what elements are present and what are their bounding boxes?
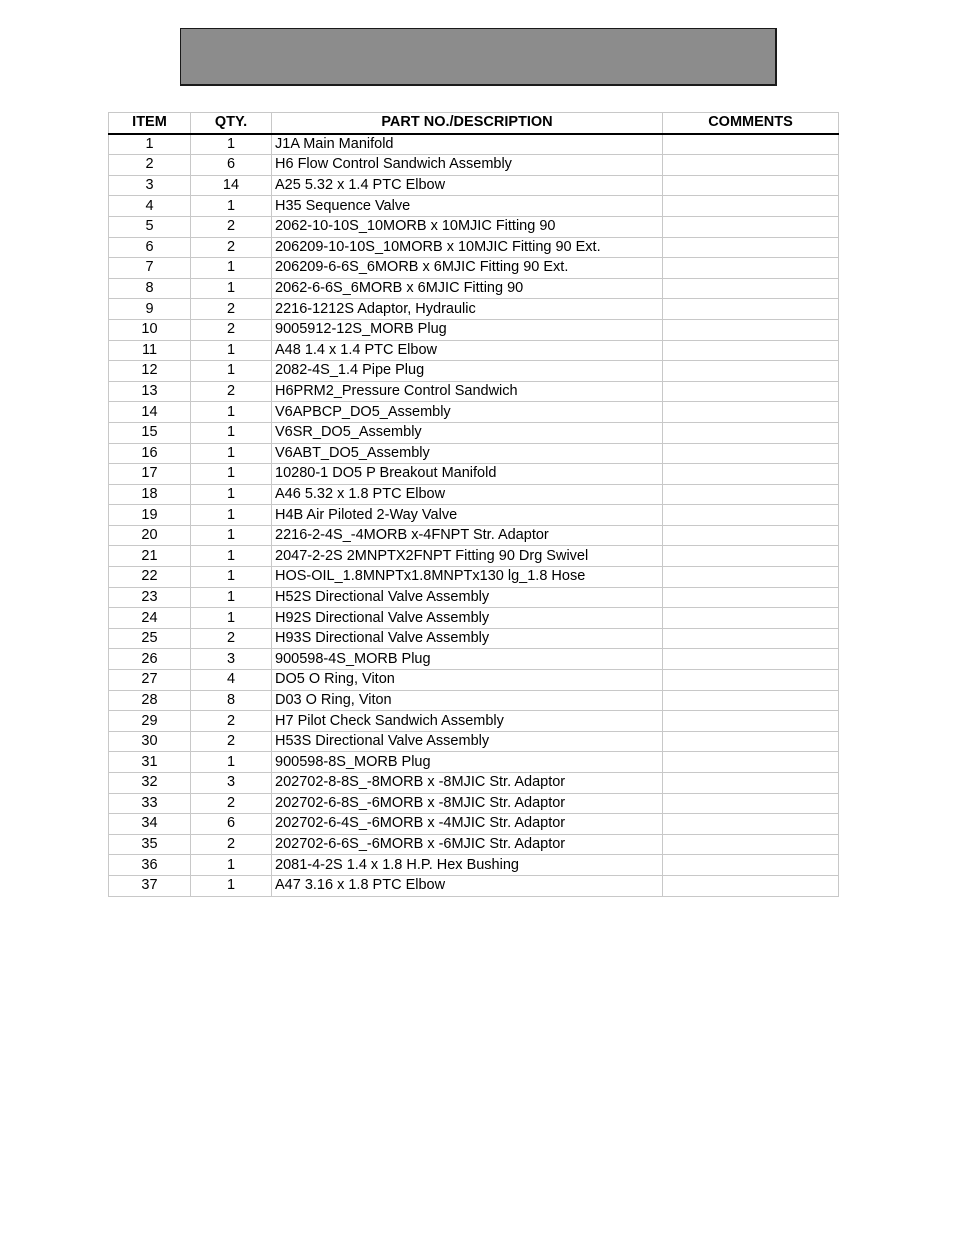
table-row [109,155,839,176]
cell-description: J1A Main Manifold [272,134,663,155]
cell-comments [663,793,839,814]
cell-description: 202702-6-6S_-6MORB x -6MJIC Str. Adaptor [272,834,663,855]
cell-qty: 1 [191,587,272,608]
table-row [109,752,839,773]
cell-qty: 1 [191,361,272,382]
cell-qty: 1 [191,484,272,505]
cell-comments [663,525,839,546]
cell-qty: 1 [191,443,272,464]
cell-item: 30 [109,731,191,752]
cell-comments [663,443,839,464]
cell-qty: 1 [191,855,272,876]
cell-qty: 1 [191,608,272,629]
table-row [109,340,839,361]
table-row [109,361,839,382]
cell-qty: 1 [191,402,272,423]
cell-comments [663,175,839,196]
cell-qty: 1 [191,567,272,588]
cell-qty: 2 [191,319,272,340]
cell-item: 13 [109,381,191,402]
cell-description: H6PRM2_Pressure Control Sandwich [272,381,663,402]
table-row [109,875,839,896]
cell-qty: 1 [191,546,272,567]
cell-description: 2082-4S_1.4 Pipe Plug [272,361,663,382]
cell-qty: 3 [191,773,272,794]
cell-comments [663,196,839,217]
cell-item: 31 [109,752,191,773]
cell-description: 206209-10-10S_10MORB x 10MJIC Fitting 90 Ext. [272,237,663,258]
cell-comments [663,875,839,896]
table-row [109,237,839,258]
cell-item: 9 [109,299,191,320]
cell-description: A25 5.32 x 1.4 PTC Elbow [272,175,663,196]
cell-description: 900598-4S_MORB Plug [272,649,663,670]
cell-qty: 1 [191,340,272,361]
cell-description: HOS-OIL_1.8MNPTx1.8MNPTx130 lg_1.8 Hose [272,567,663,588]
cell-comments [663,422,839,443]
cell-item: 8 [109,278,191,299]
cell-description: H92S Directional Valve Assembly [272,608,663,629]
cell-item: 16 [109,443,191,464]
table-row [109,855,839,876]
table-row [109,484,839,505]
cell-description: 2216-1212S Adaptor, Hydraulic [272,299,663,320]
cell-qty: 2 [191,628,272,649]
cell-qty: 4 [191,670,272,691]
cell-item: 29 [109,711,191,732]
cell-item: 4 [109,196,191,217]
table-row [109,649,839,670]
cell-comments [663,155,839,176]
cell-item: 28 [109,690,191,711]
table-row [109,670,839,691]
table-row [109,464,839,485]
cell-comments [663,319,839,340]
cell-item: 7 [109,258,191,279]
cell-description: H7 Pilot Check Sandwich Assembly [272,711,663,732]
cell-comments [663,258,839,279]
cell-comments [663,216,839,237]
cell-comments [663,567,839,588]
table-row [109,175,839,196]
table-row [109,216,839,237]
cell-qty: 2 [191,216,272,237]
cell-description: V6ABT_DO5_Assembly [272,443,663,464]
cell-item: 32 [109,773,191,794]
cell-comments [663,608,839,629]
cell-comments [663,402,839,423]
table-row [109,299,839,320]
table-row [109,731,839,752]
cell-comments [663,340,839,361]
table-row [109,793,839,814]
table-row [109,608,839,629]
cell-description: 2062-10-10S_10MORB x 10MJIC Fitting 90 [272,216,663,237]
cell-qty: 2 [191,711,272,732]
cell-qty: 2 [191,299,272,320]
cell-comments [663,134,839,155]
cell-description: A46 5.32 x 1.8 PTC Elbow [272,484,663,505]
table-row [109,773,839,794]
cell-item: 11 [109,340,191,361]
cell-qty: 8 [191,690,272,711]
cell-item: 1 [109,134,191,155]
cell-item: 25 [109,628,191,649]
cell-qty: 3 [191,649,272,670]
table-row [109,319,839,340]
cell-item: 18 [109,484,191,505]
cell-comments [663,278,839,299]
cell-description: 2216-2-4S_-4MORB x-4FNPT Str. Adaptor [272,525,663,546]
table-row [109,381,839,402]
header-description: PART NO./DESCRIPTION [272,113,663,134]
cell-item: 33 [109,793,191,814]
cell-item: 17 [109,464,191,485]
cell-item: 12 [109,361,191,382]
cell-comments [663,464,839,485]
cell-description: 2081-4-2S 1.4 x 1.8 H.P. Hex Bushing [272,855,663,876]
table-row [109,134,839,155]
cell-description: A47 3.16 x 1.8 PTC Elbow [272,875,663,896]
cell-comments [663,237,839,258]
cell-comments [663,690,839,711]
cell-description: 206209-6-6S_6MORB x 6MJIC Fitting 90 Ext. [272,258,663,279]
cell-item: 37 [109,875,191,896]
cell-qty: 1 [191,258,272,279]
cell-comments [663,546,839,567]
cell-comments [663,505,839,526]
cell-qty: 1 [191,752,272,773]
cell-comments [663,587,839,608]
cell-item: 19 [109,505,191,526]
table-row [109,628,839,649]
cell-qty: 14 [191,175,272,196]
cell-qty: 6 [191,814,272,835]
table-row [109,402,839,423]
table-row [109,443,839,464]
cell-description: H4B Air Piloted 2-Way Valve [272,505,663,526]
header-row [109,113,839,134]
cell-description: V6APBCP_DO5_Assembly [272,402,663,423]
cell-qty: 2 [191,834,272,855]
cell-item: 21 [109,546,191,567]
cell-description: H53S Directional Valve Assembly [272,731,663,752]
table-header [109,113,839,134]
cell-comments [663,299,839,320]
table-body [109,134,839,896]
cell-comments [663,814,839,835]
cell-description: 202702-8-8S_-8MORB x -8MJIC Str. Adaptor [272,773,663,794]
cell-qty: 2 [191,793,272,814]
table-row [109,814,839,835]
table-row [109,505,839,526]
cell-item: 36 [109,855,191,876]
cell-item: 24 [109,608,191,629]
cell-comments [663,773,839,794]
cell-comments [663,670,839,691]
cell-description: H6 Flow Control Sandwich Assembly [272,155,663,176]
cell-description: H52S Directional Valve Assembly [272,587,663,608]
cell-item: 10 [109,319,191,340]
table-row [109,546,839,567]
title-banner [180,28,777,86]
cell-comments [663,711,839,732]
header-item: ITEM [109,113,191,134]
cell-description: 9005912-12S_MORB Plug [272,319,663,340]
table-row [109,258,839,279]
header-comments: COMMENTS [663,113,839,134]
cell-description: V6SR_DO5_Assembly [272,422,663,443]
table-row [109,587,839,608]
cell-qty: 1 [191,875,272,896]
cell-comments [663,484,839,505]
cell-description: 2062-6-6S_6MORB x 6MJIC Fitting 90 [272,278,663,299]
cell-item: 35 [109,834,191,855]
cell-description: H35 Sequence Valve [272,196,663,217]
cell-comments [663,361,839,382]
header-qty: QTY. [191,113,272,134]
cell-comments [663,628,839,649]
table-row [109,690,839,711]
cell-qty: 1 [191,525,272,546]
cell-description: 202702-6-8S_-6MORB x -8MJIC Str. Adaptor [272,793,663,814]
cell-comments [663,834,839,855]
cell-qty: 1 [191,278,272,299]
cell-qty: 1 [191,134,272,155]
cell-comments [663,731,839,752]
table-row [109,567,839,588]
cell-item: 26 [109,649,191,670]
cell-description: 2047-2-2S 2MNPTX2FNPT Fitting 90 Drg Swivel [272,546,663,567]
cell-item: 5 [109,216,191,237]
cell-description: 900598-8S_MORB Plug [272,752,663,773]
cell-qty: 2 [191,237,272,258]
cell-item: 23 [109,587,191,608]
table-row [109,525,839,546]
cell-item: 34 [109,814,191,835]
cell-qty: 1 [191,196,272,217]
cell-item: 27 [109,670,191,691]
cell-item: 22 [109,567,191,588]
cell-description: 10280-1 DO5 P Breakout Manifold [272,464,663,485]
cell-comments [663,649,839,670]
cell-description: A48 1.4 x 1.4 PTC Elbow [272,340,663,361]
cell-item: 15 [109,422,191,443]
cell-qty: 2 [191,381,272,402]
bill-of-materials-table [108,112,839,897]
cell-item: 20 [109,525,191,546]
cell-item: 2 [109,155,191,176]
cell-comments [663,381,839,402]
cell-item: 6 [109,237,191,258]
table-row [109,834,839,855]
cell-item: 3 [109,175,191,196]
table-row [109,278,839,299]
cell-description: DO5 O Ring, Viton [272,670,663,691]
cell-qty: 1 [191,464,272,485]
cell-item: 14 [109,402,191,423]
cell-qty: 1 [191,422,272,443]
cell-qty: 1 [191,505,272,526]
cell-description: 202702-6-4S_-6MORB x -4MJIC Str. Adaptor [272,814,663,835]
cell-qty: 6 [191,155,272,176]
cell-qty: 2 [191,731,272,752]
cell-comments [663,855,839,876]
table-row [109,422,839,443]
table-row [109,196,839,217]
table-row [109,711,839,732]
cell-comments [663,752,839,773]
cell-description: H93S Directional Valve Assembly [272,628,663,649]
cell-description: D03 O Ring, Viton [272,690,663,711]
